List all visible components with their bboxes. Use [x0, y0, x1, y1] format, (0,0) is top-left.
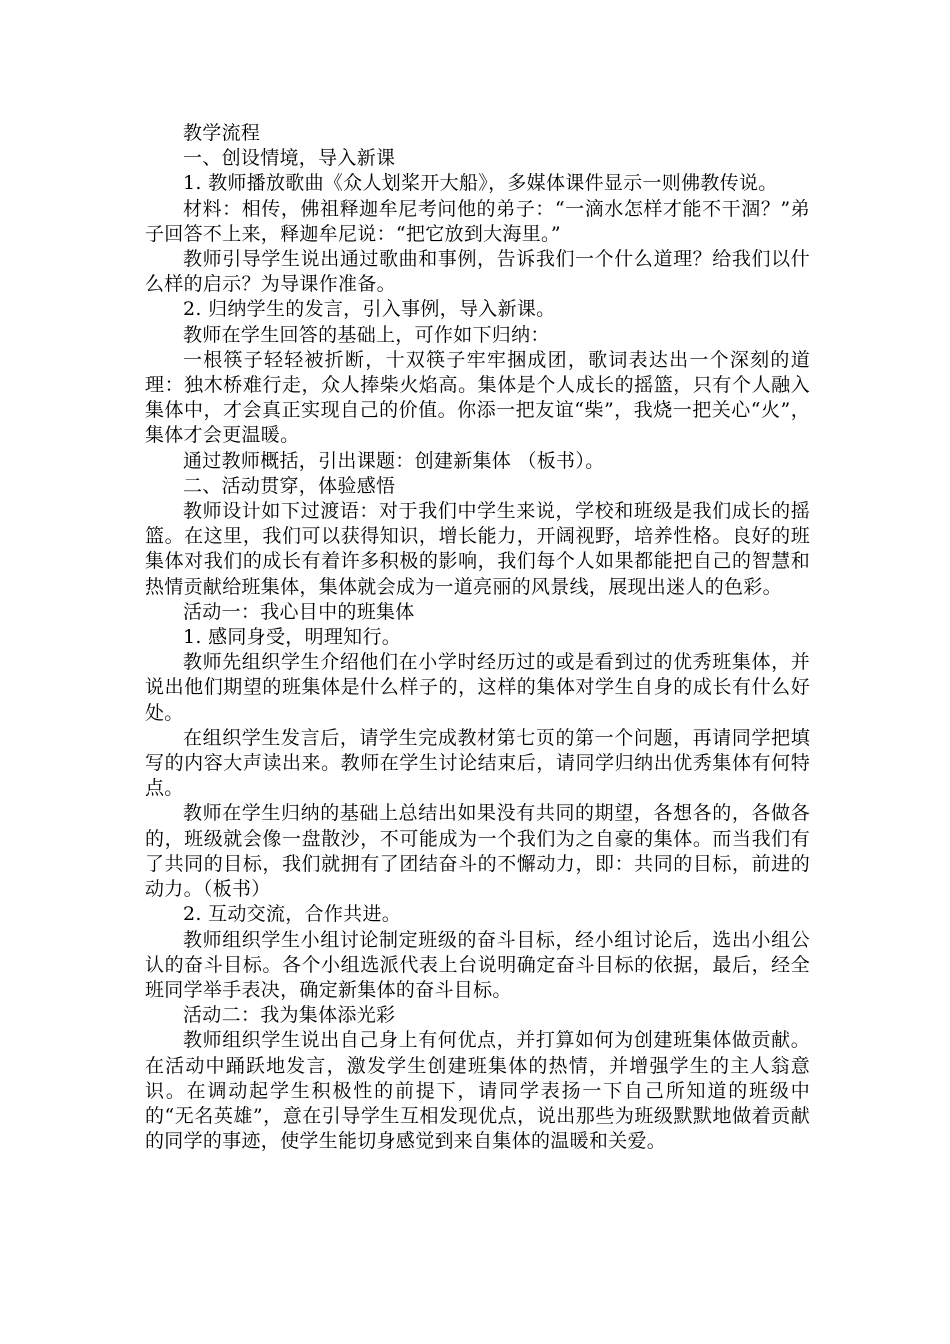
- paragraph: 教师设计如下过渡语：对于我们中学生来说，学校和班级是我们成长的摇篮。在这里，我们可以获得知识，增长能力，开阔视野，培养性格。良好的班集体对我们的成长有着许多积极的影响，我们每个人如果都能把自己的智慧和热情贡献给班集体，集体就会成为一道亮丽的风景线，展现出迷人的色彩。: [145, 500, 810, 598]
- paragraph: 教师引导学生说出通过歌曲和事例，告诉我们一个什么道理？给我们以什么样的启示？为导课作准备。: [145, 248, 810, 296]
- paragraph: 教师组织学生小组讨论制定班级的奋斗目标，经小组讨论后，选出小组公认的奋斗目标。各个小组选派代表上台说明确定奋斗目标的依据，最后，经全班同学举手表决，确定新集体的奋斗目标。: [145, 928, 810, 1001]
- paragraph: 教师在学生回答的基础上，可作如下归纳：: [183, 323, 550, 346]
- paragraph: 教师先组织学生介绍他们在小学时经历过的或是看到过的优秀班集体，并说出他们期望的班集体是什么样子的，这样的集体对学生自身的成长有什么好处。: [145, 651, 810, 724]
- paragraph: 2. 归纳学生的发言，引入事例，导入新课。: [183, 298, 556, 321]
- activity-heading: 活动二：我为集体添光彩: [183, 1004, 396, 1027]
- paragraph: 在组织学生发言后，请学生完成教材第七页的第一个问题，再请同学把填写的内容大声读出来。教师在学生讨论结束后，请同学归纳出优秀集体有何特点。: [145, 726, 810, 800]
- paragraph: 通过教师概括，引出课题：创建新集体 （板书）。: [183, 449, 605, 472]
- paragraph: 材料：相传，佛祖释迦牟尼考问他的弟子：“一滴水怎样才能不干涸？”弟子回答不上来，释迦牟尼说：“把它放到大海里。”: [145, 197, 810, 245]
- paragraph: 2. 互动交流，合作共进。: [183, 903, 402, 926]
- section-title: 教学流程: [183, 122, 261, 144]
- paragraph: 教师组织学生说出自己身上有何优点，并打算如何为创建班集体做贡献。在活动中踊跃地发言，激发学生创建班集体的热情，并增强学生的主人翁意识。在调动起学生积极性的前提下，请同学表扬一下自己所知道的班级中的“无名英雄”，意在引导学生互相发现优点，说出那些为班级默默地做着贡献的同学的事迹，使学生能切身感觉到来自集体的温暖和关爱。: [145, 1029, 810, 1153]
- paragraph: 1. 教师播放歌曲《众人划桨开大船》，多媒体课件显示一则佛教传说。: [183, 172, 778, 195]
- paragraph: 一根筷子轻轻被折断，十双筷子牢牢捆成团，歌词表达出一个深刻的道理：独木桥难行走，众人捧柴火焰高。集体是个人成长的摇篮，只有个人融入集体中，才会真正实现自己的价值。你添一把友谊“柴”，我烧一把关心“火”，集体才会更温暖。: [145, 348, 810, 447]
- activity-heading: 活动一：我心目中的班集体: [183, 600, 415, 623]
- paragraph: 1. 感同身受，明理知行。: [183, 626, 402, 649]
- document-page: [145, 121, 810, 1154]
- section-heading: 一、创设情境，导入新课: [183, 147, 396, 170]
- paragraph: 教师在学生归纳的基础上总结出如果没有共同的期望，各想各的，各做各的，班级就会像一盘散沙，不可能成为一个我们为之自豪的集体。而当我们有了共同的目标，我们就拥有了团结奋斗的不懈动力，即：共同的目标，前进的动力。（板书）: [145, 802, 810, 901]
- section-heading: 二、活动贯穿，体验感悟: [183, 474, 396, 497]
